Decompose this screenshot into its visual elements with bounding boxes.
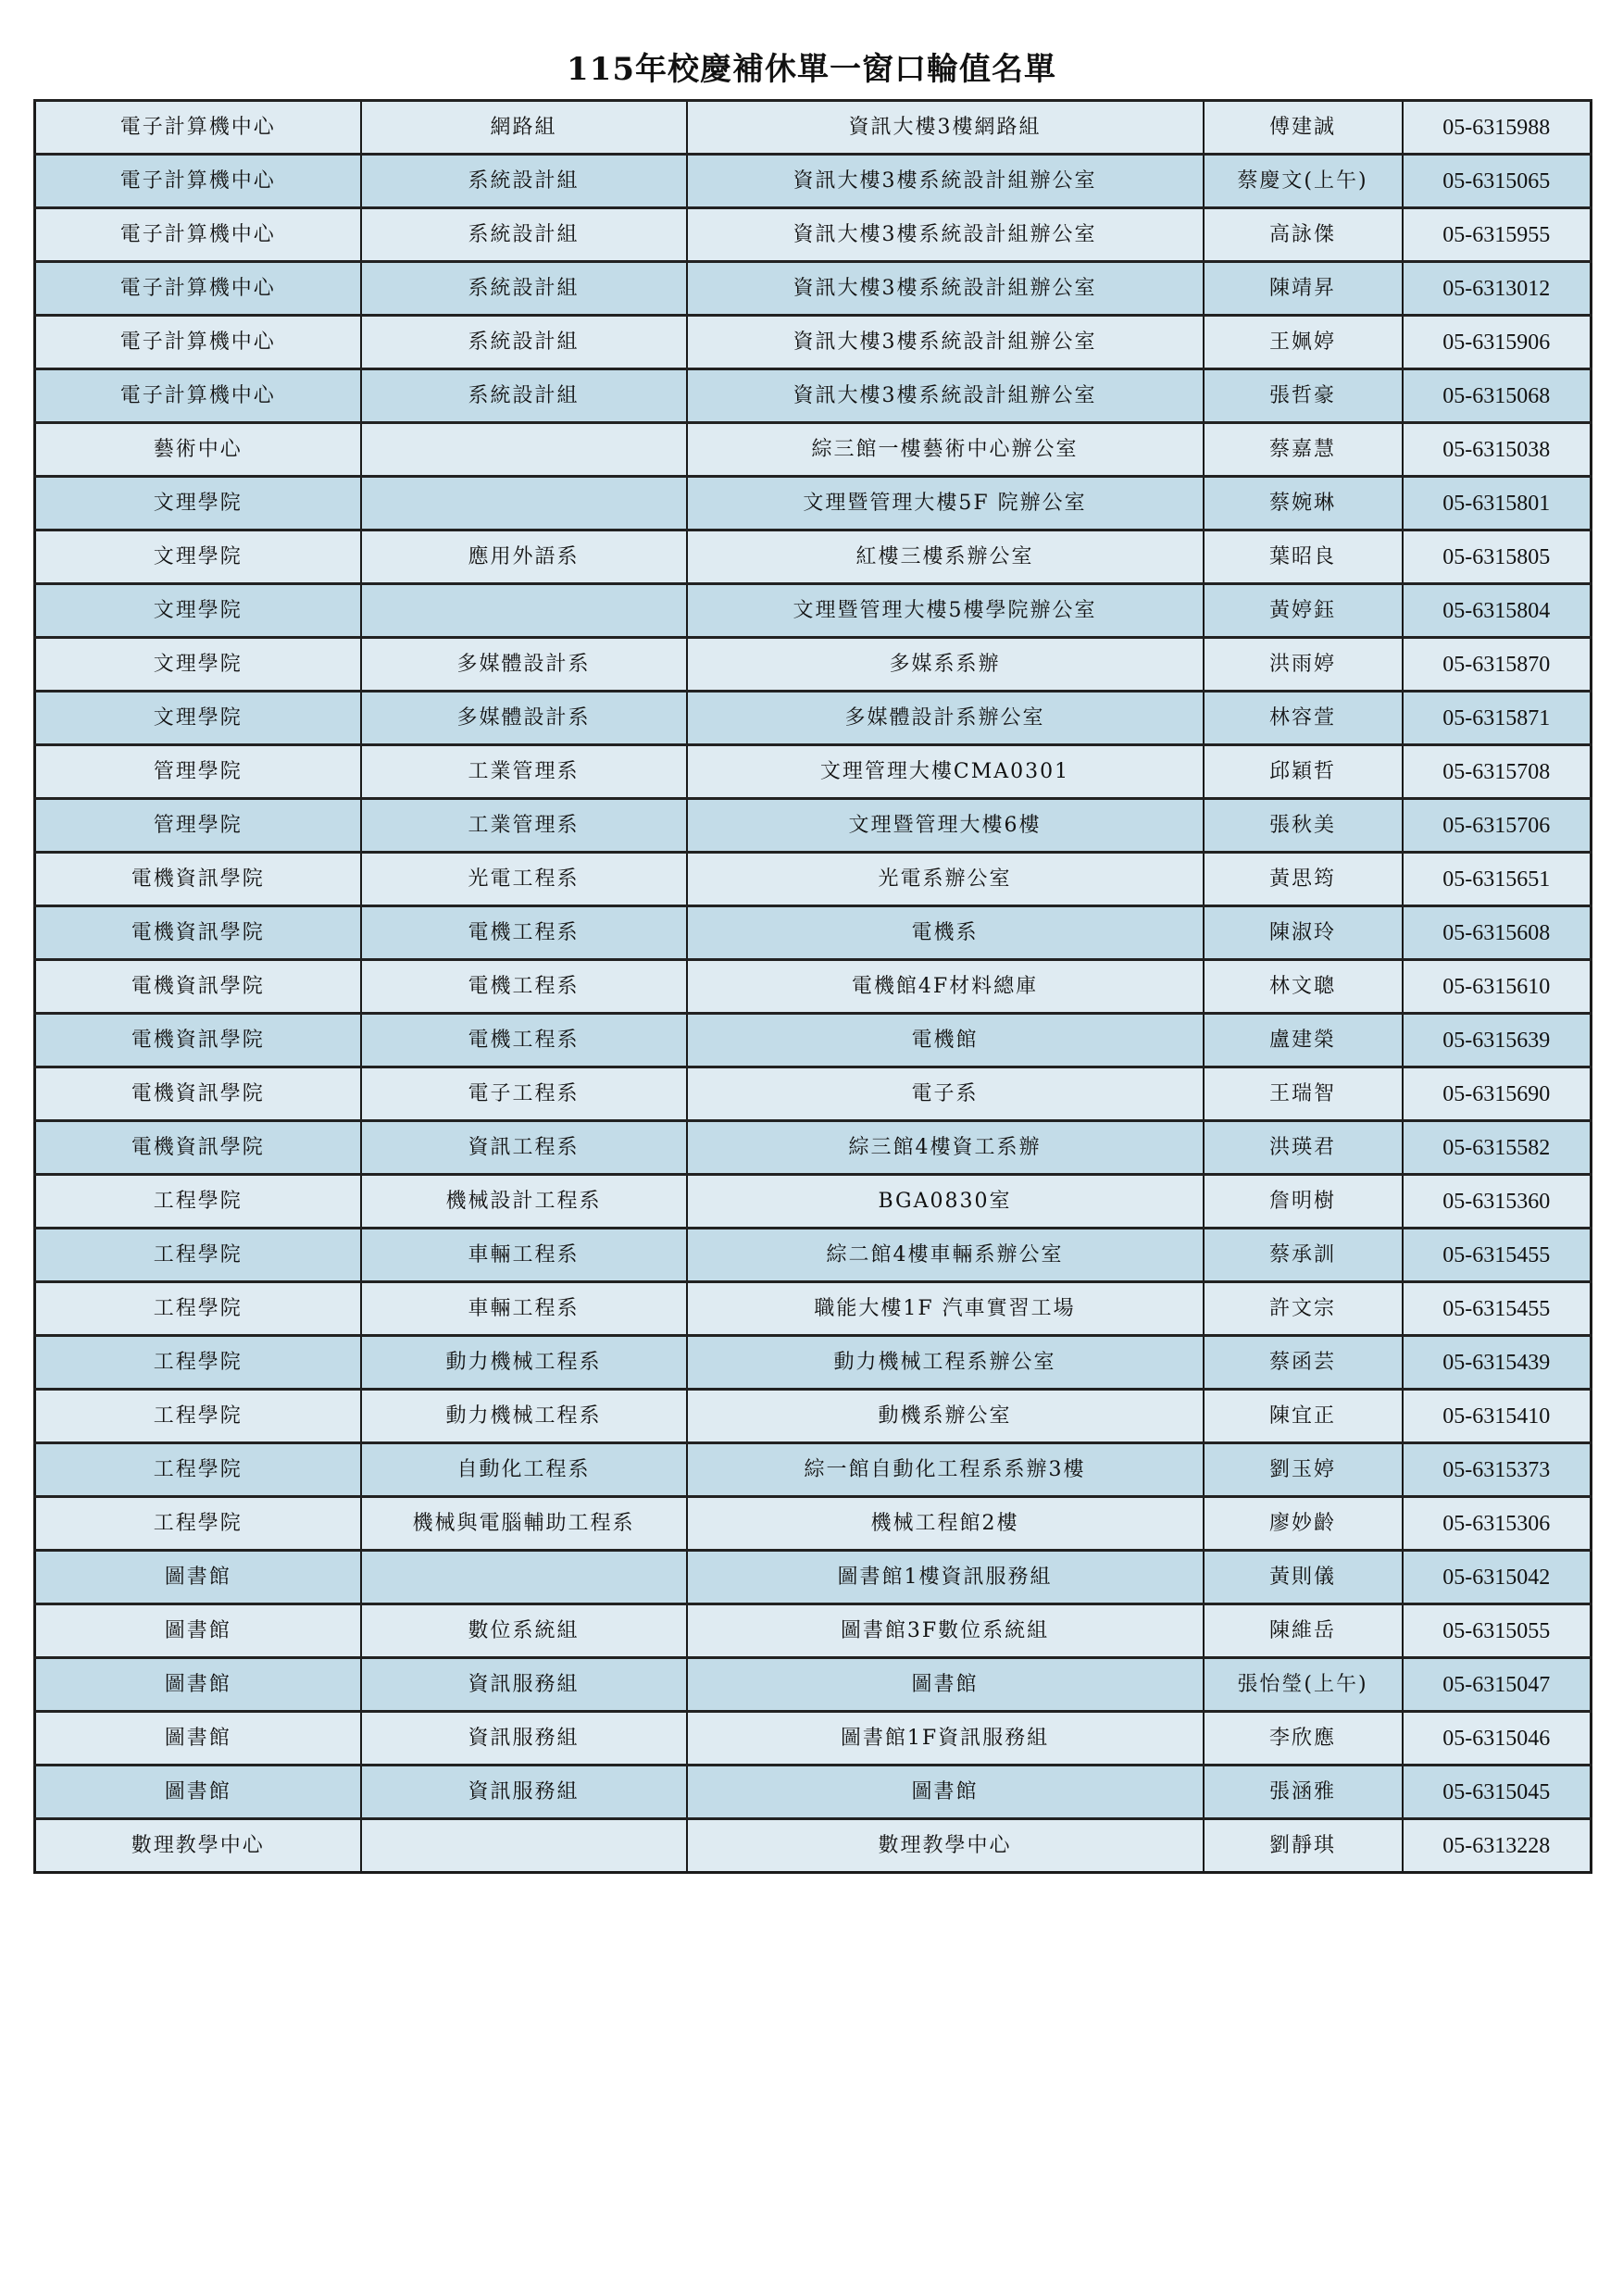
location-cell: 多媒系系辦 (687, 638, 1204, 692)
unit-cell: 圖書館 (35, 1604, 361, 1658)
location-cell: BGA0830室 (687, 1175, 1204, 1229)
phone-cell: 05-6315065 (1403, 155, 1592, 208)
group-cell: 資訊工程系 (361, 1121, 687, 1175)
name-cell: 陳維岳 (1204, 1604, 1403, 1658)
location-cell: 數理教學中心 (687, 1819, 1204, 1873)
unit-cell: 管理學院 (35, 799, 361, 853)
phone-cell: 05-6315610 (1403, 960, 1592, 1014)
group-cell: 電機工程系 (361, 906, 687, 960)
unit-cell: 工程學院 (35, 1497, 361, 1551)
group-cell: 電機工程系 (361, 960, 687, 1014)
name-cell: 陳靖昇 (1204, 262, 1403, 316)
unit-cell: 電子計算機中心 (35, 316, 361, 369)
phone-cell: 05-6313012 (1403, 262, 1592, 316)
location-cell: 資訊大樓3樓系統設計組辦公室 (687, 316, 1204, 369)
unit-cell: 工程學院 (35, 1229, 361, 1282)
phone-cell: 05-6315988 (1403, 101, 1592, 155)
group-cell: 系統設計組 (361, 369, 687, 423)
location-cell: 綜二館4樓車輛系辦公室 (687, 1229, 1204, 1282)
phone-cell: 05-6315439 (1403, 1336, 1592, 1390)
location-cell: 資訊大樓3樓系統設計組辦公室 (687, 155, 1204, 208)
name-cell: 蔡承訓 (1204, 1229, 1403, 1282)
group-cell: 自動化工程系 (361, 1443, 687, 1497)
unit-cell: 數理教學中心 (35, 1819, 361, 1873)
location-cell: 電機系 (687, 906, 1204, 960)
location-cell: 資訊大樓3樓網路組 (687, 101, 1204, 155)
group-cell (361, 584, 687, 638)
unit-cell: 電機資訊學院 (35, 853, 361, 906)
unit-cell: 電子計算機中心 (35, 262, 361, 316)
name-cell: 洪雨婷 (1204, 638, 1403, 692)
group-cell: 車輛工程系 (361, 1282, 687, 1336)
table-row (35, 1067, 1592, 1121)
phone-cell: 05-6315651 (1403, 853, 1592, 906)
group-cell: 動力機械工程系 (361, 1336, 687, 1390)
location-cell: 圖書館 (687, 1766, 1204, 1819)
location-cell: 圖書館1F資訊服務組 (687, 1712, 1204, 1766)
name-cell: 陳宜正 (1204, 1390, 1403, 1443)
table-row (35, 1121, 1592, 1175)
name-cell: 陳淑玲 (1204, 906, 1403, 960)
group-cell: 多媒體設計系 (361, 692, 687, 745)
unit-cell: 管理學院 (35, 745, 361, 799)
group-cell: 系統設計組 (361, 208, 687, 262)
group-cell (361, 1551, 687, 1604)
phone-cell: 05-6315805 (1403, 530, 1592, 584)
group-cell: 光電工程系 (361, 853, 687, 906)
group-cell: 電子工程系 (361, 1067, 687, 1121)
phone-cell: 05-6315038 (1403, 423, 1592, 477)
group-cell: 資訊服務組 (361, 1766, 687, 1819)
table-row (35, 1390, 1592, 1443)
table-row (35, 1443, 1592, 1497)
phone-cell: 05-6315804 (1403, 584, 1592, 638)
table-row (35, 906, 1592, 960)
phone-cell: 05-6315055 (1403, 1604, 1592, 1658)
phone-cell: 05-6315706 (1403, 799, 1592, 853)
phone-cell: 05-6315455 (1403, 1282, 1592, 1336)
location-cell: 職能大樓1F 汽車實習工場 (687, 1282, 1204, 1336)
unit-cell: 電機資訊學院 (35, 1067, 361, 1121)
table-row (35, 1551, 1592, 1604)
group-cell: 系統設計組 (361, 262, 687, 316)
location-cell: 綜一館自動化工程系系辦3樓 (687, 1443, 1204, 1497)
table-row (35, 1604, 1592, 1658)
unit-cell: 工程學院 (35, 1175, 361, 1229)
location-cell: 綜三館一樓藝術中心辦公室 (687, 423, 1204, 477)
name-cell: 廖妙齡 (1204, 1497, 1403, 1551)
name-cell: 高詠傑 (1204, 208, 1403, 262)
unit-cell: 圖書館 (35, 1658, 361, 1712)
name-cell: 張涵雅 (1204, 1766, 1403, 1819)
location-cell: 圖書館 (687, 1658, 1204, 1712)
phone-cell: 05-6315708 (1403, 745, 1592, 799)
phone-cell: 05-6315046 (1403, 1712, 1592, 1766)
phone-cell: 05-6313228 (1403, 1819, 1592, 1873)
phone-cell: 05-6315455 (1403, 1229, 1592, 1282)
table-row (35, 1175, 1592, 1229)
location-cell: 機械工程館2樓 (687, 1497, 1204, 1551)
table-row (35, 530, 1592, 584)
phone-cell: 05-6315042 (1403, 1551, 1592, 1604)
table-row (35, 960, 1592, 1014)
unit-cell: 電子計算機中心 (35, 101, 361, 155)
name-cell: 李欣應 (1204, 1712, 1403, 1766)
table-row (35, 853, 1592, 906)
table-row (35, 1014, 1592, 1067)
unit-cell: 圖書館 (35, 1712, 361, 1766)
name-cell: 邱穎哲 (1204, 745, 1403, 799)
phone-cell: 05-6315906 (1403, 316, 1592, 369)
group-cell: 工業管理系 (361, 799, 687, 853)
name-cell: 黃思筠 (1204, 853, 1403, 906)
name-cell: 張哲豪 (1204, 369, 1403, 423)
phone-cell: 05-6315068 (1403, 369, 1592, 423)
phone-cell: 05-6315582 (1403, 1121, 1592, 1175)
name-cell: 傅建誠 (1204, 101, 1403, 155)
group-cell: 多媒體設計系 (361, 638, 687, 692)
location-cell: 資訊大樓3樓系統設計組辦公室 (687, 262, 1204, 316)
location-cell: 綜三館4樓資工系辦 (687, 1121, 1204, 1175)
phone-cell: 05-6315801 (1403, 477, 1592, 530)
name-cell: 林容萱 (1204, 692, 1403, 745)
phone-cell: 05-6315410 (1403, 1390, 1592, 1443)
location-cell: 資訊大樓3樓系統設計組辦公室 (687, 208, 1204, 262)
group-cell (361, 477, 687, 530)
unit-cell: 文理學院 (35, 692, 361, 745)
location-cell: 文理暨管理大樓6樓 (687, 799, 1204, 853)
name-cell: 張怡瑩(上午) (1204, 1658, 1403, 1712)
table-row (35, 799, 1592, 853)
table-row (35, 745, 1592, 799)
table-row (35, 101, 1592, 155)
group-cell: 網路組 (361, 101, 687, 155)
phone-cell: 05-6315608 (1403, 906, 1592, 960)
table-row (35, 369, 1592, 423)
duty-roster-table (33, 99, 1592, 1874)
group-cell: 資訊服務組 (361, 1712, 687, 1766)
name-cell: 王瑞智 (1204, 1067, 1403, 1121)
unit-cell: 電機資訊學院 (35, 1014, 361, 1067)
unit-cell: 圖書館 (35, 1766, 361, 1819)
location-cell: 電子系 (687, 1067, 1204, 1121)
name-cell: 劉玉婷 (1204, 1443, 1403, 1497)
group-cell: 應用外語系 (361, 530, 687, 584)
phone-cell: 05-6315047 (1403, 1658, 1592, 1712)
name-cell: 葉昭良 (1204, 530, 1403, 584)
name-cell: 盧建榮 (1204, 1014, 1403, 1067)
table-row (35, 1282, 1592, 1336)
location-cell: 紅樓三樓系辦公室 (687, 530, 1204, 584)
name-cell: 蔡婉琳 (1204, 477, 1403, 530)
location-cell: 文理暨管理大樓5F 院辦公室 (687, 477, 1204, 530)
location-cell: 文理暨管理大樓5樓學院辦公室 (687, 584, 1204, 638)
group-cell: 機械與電腦輔助工程系 (361, 1497, 687, 1551)
name-cell: 黃則儀 (1204, 1551, 1403, 1604)
location-cell: 文理管理大樓CMA0301 (687, 745, 1204, 799)
name-cell: 蔡函芸 (1204, 1336, 1403, 1390)
name-cell: 張秋美 (1204, 799, 1403, 853)
group-cell: 系統設計組 (361, 316, 687, 369)
table-row (35, 1712, 1592, 1766)
table-row (35, 1819, 1592, 1873)
table-row (35, 1658, 1592, 1712)
location-cell: 動機系辦公室 (687, 1390, 1204, 1443)
location-cell: 多媒體設計系辦公室 (687, 692, 1204, 745)
table-row (35, 262, 1592, 316)
name-cell: 林文聰 (1204, 960, 1403, 1014)
unit-cell: 圖書館 (35, 1551, 361, 1604)
location-cell: 電機館4F材料總庫 (687, 960, 1204, 1014)
unit-cell: 工程學院 (35, 1282, 361, 1336)
group-cell: 工業管理系 (361, 745, 687, 799)
location-cell: 光電系辦公室 (687, 853, 1204, 906)
group-cell: 車輛工程系 (361, 1229, 687, 1282)
table-row (35, 584, 1592, 638)
table-row (35, 423, 1592, 477)
group-cell (361, 1819, 687, 1873)
group-cell: 系統設計組 (361, 155, 687, 208)
name-cell: 蔡嘉慧 (1204, 423, 1403, 477)
name-cell: 劉靜琪 (1204, 1819, 1403, 1873)
location-cell: 動力機械工程系辦公室 (687, 1336, 1204, 1390)
unit-cell: 電機資訊學院 (35, 960, 361, 1014)
table-row (35, 208, 1592, 262)
unit-cell: 工程學院 (35, 1443, 361, 1497)
phone-cell: 05-6315955 (1403, 208, 1592, 262)
table-row (35, 638, 1592, 692)
table-row (35, 1766, 1592, 1819)
location-cell: 圖書館1樓資訊服務組 (687, 1551, 1204, 1604)
unit-cell: 工程學院 (35, 1336, 361, 1390)
name-cell: 王姵婷 (1204, 316, 1403, 369)
phone-cell: 05-6315690 (1403, 1067, 1592, 1121)
page-title: 115年校慶補休單一窗口輪值名單 (567, 51, 1056, 88)
name-cell: 洪瑛君 (1204, 1121, 1403, 1175)
phone-cell: 05-6315871 (1403, 692, 1592, 745)
group-cell: 機械設計工程系 (361, 1175, 687, 1229)
unit-cell: 電子計算機中心 (35, 208, 361, 262)
phone-cell: 05-6315639 (1403, 1014, 1592, 1067)
table-row (35, 1497, 1592, 1551)
phone-cell: 05-6315870 (1403, 638, 1592, 692)
table-row (35, 1336, 1592, 1390)
phone-cell: 05-6315306 (1403, 1497, 1592, 1551)
phone-cell: 05-6315045 (1403, 1766, 1592, 1819)
name-cell: 黃婷鈺 (1204, 584, 1403, 638)
table-row (35, 477, 1592, 530)
unit-cell: 文理學院 (35, 530, 361, 584)
name-cell: 詹明樹 (1204, 1175, 1403, 1229)
unit-cell: 文理學院 (35, 477, 361, 530)
group-cell: 動力機械工程系 (361, 1390, 687, 1443)
unit-cell: 文理學院 (35, 584, 361, 638)
table-row (35, 692, 1592, 745)
group-cell: 電機工程系 (361, 1014, 687, 1067)
group-cell (361, 423, 687, 477)
table-row (35, 1229, 1592, 1282)
phone-cell: 05-6315373 (1403, 1443, 1592, 1497)
location-cell: 資訊大樓3樓系統設計組辦公室 (687, 369, 1204, 423)
name-cell: 許文宗 (1204, 1282, 1403, 1336)
group-cell: 資訊服務組 (361, 1658, 687, 1712)
unit-cell: 文理學院 (35, 638, 361, 692)
unit-cell: 電機資訊學院 (35, 1121, 361, 1175)
phone-cell: 05-6315360 (1403, 1175, 1592, 1229)
unit-cell: 工程學院 (35, 1390, 361, 1443)
unit-cell: 電子計算機中心 (35, 369, 361, 423)
unit-cell: 藝術中心 (35, 423, 361, 477)
location-cell: 電機館 (687, 1014, 1204, 1067)
unit-cell: 電機資訊學院 (35, 906, 361, 960)
group-cell: 數位系統組 (361, 1604, 687, 1658)
roster-body (35, 101, 1592, 1873)
table-row (35, 155, 1592, 208)
name-cell: 蔡慶文(上午) (1204, 155, 1403, 208)
location-cell: 圖書館3F數位系統組 (687, 1604, 1204, 1658)
table-row (35, 316, 1592, 369)
unit-cell: 電子計算機中心 (35, 155, 361, 208)
